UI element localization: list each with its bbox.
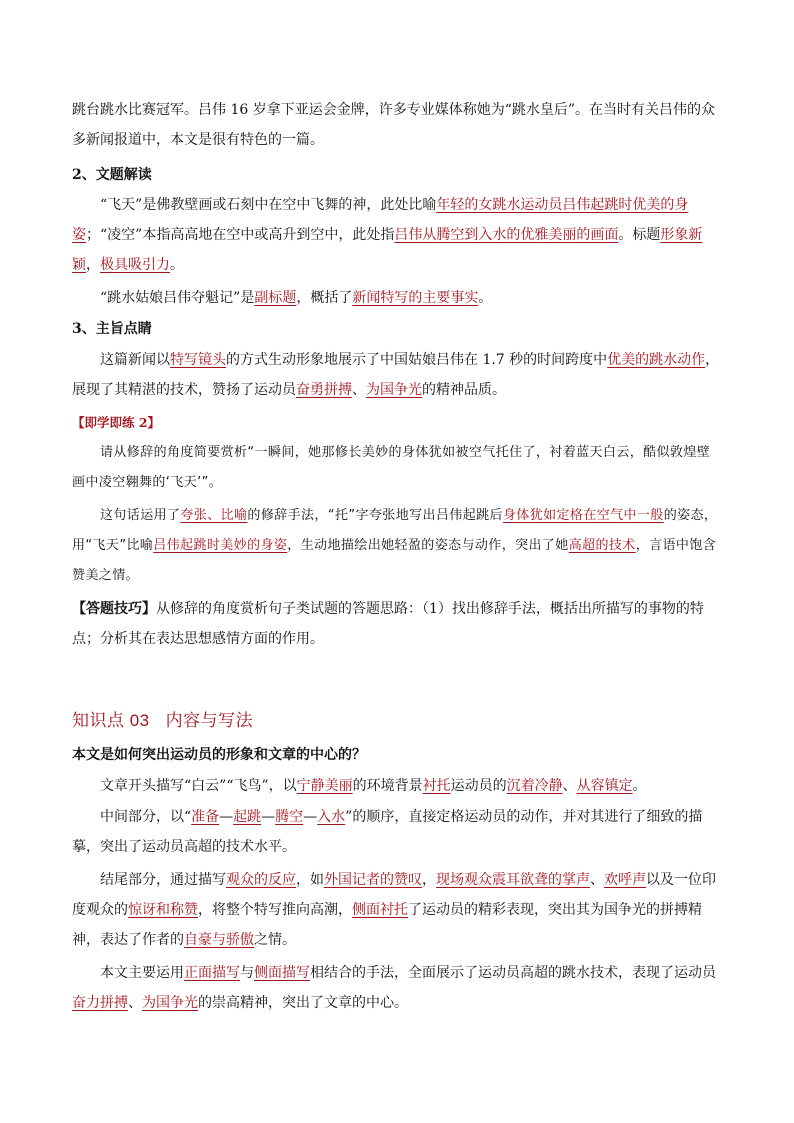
content-paragraph-opening: 文章开头描写“白云”“飞鸟”，以宁静美丽的环境背景衬托运动员的沉着冷静、从容镇定。 bbox=[100, 778, 647, 794]
intro-line-2: 多新闻报道中，本文是很有特色的一篇。 bbox=[72, 132, 324, 148]
practice-answer: 这句话运用了夸张、比喻的修辞手法，“托”字夸张地写出吕伟起跳后身体犹如定格在空气中一般的姿态，用“飞天”比喻吕伟起跳时美妙的身姿，生动地描绘出她轻盈的姿态与动作，突出了她高超的技术，言语中饱含赞美之情。 bbox=[72, 508, 718, 583]
key-point: 正面描写 bbox=[184, 965, 240, 981]
title-interpretation-paragraph: “飞天”是佛教壁画或石刻中在空中飞舞的神，此处比喻年轻的女跳水运动员吕伟起跳时优美的身姿；“凌空”本指高高地在空中或高升到空中，此处指吕伟从腾空到入水的优雅美丽的画面。标题形象新颖，极具吸引力。 bbox=[72, 197, 703, 273]
answer-tip-label: 【答题技巧】 bbox=[72, 601, 156, 617]
key-point: 为国争光 bbox=[142, 995, 198, 1011]
key-point: 形象新颖 bbox=[72, 227, 703, 273]
subtitle-paragraph: “跳水姑娘吕伟夺魁记”是副标题，概括了新闻特写的主要事实。 bbox=[100, 290, 493, 306]
key-point: 入水 bbox=[317, 809, 346, 825]
key-point: 优美的跳水动作 bbox=[607, 352, 706, 368]
key-point: 惊讶和称赞 bbox=[128, 902, 198, 918]
key-point: 极具吸引力 bbox=[100, 257, 170, 273]
knowledge-point-heading: 知识点 03 内容与写法 bbox=[72, 711, 254, 730]
content-paragraph-middle: 中间部分，以“准备—起跳—腾空—入水”的顺序，直接定格运动员的动作，并对其进行了细致的描摹，突出了运动员高超的技术水平。 bbox=[72, 809, 703, 855]
key-point: 年轻的女跳水运动员吕伟起跳时优美的身姿 bbox=[72, 197, 689, 243]
key-point: 夸张、比喻 bbox=[180, 508, 248, 523]
key-point: 奋勇拼搏 bbox=[296, 382, 352, 398]
key-point: 身体犹如定格在空气中一般 bbox=[502, 508, 664, 523]
theme-paragraph: 这篇新闻以特写镜头的方式生动形象地展示了中国姑娘吕伟在 1.7 秒的时间跨度中优美的跳水动作，展现了其精湛的技术，赞扬了运动员奋勇拼搏、为国争光的精神品质。 bbox=[72, 352, 720, 398]
key-point: 外国记者的赞叹 bbox=[324, 872, 422, 888]
key-point: 准备 bbox=[191, 809, 220, 825]
key-point: 腾空 bbox=[275, 809, 304, 825]
answer-tip: 【答题技巧】从修辞的角度赏析句子类试题的答题思路：（1）找出修辞手法，概括出所描写的事物的特点；分析其在表达思想感情方面的作用。 bbox=[72, 601, 704, 647]
key-point: 自豪与骄傲 bbox=[184, 932, 254, 948]
content-question: 本文是如何突出运动员的形象和文章的中心的？ bbox=[72, 747, 366, 763]
key-point: 高超的技术 bbox=[568, 538, 636, 553]
practice-question: 请从修辞的角度简要赏析“一瞬间，她那修长美妙的身体犹如被空气托住了，衬着蓝天白云，酷似敦煌壁画中凌空翱舞的‘飞天’”。 bbox=[72, 445, 711, 490]
key-point: 奋力拼搏 bbox=[72, 995, 128, 1011]
content-paragraph-summary: 本文主要运用正面描写与侧面描写相结合的手法，全面展示了运动员高超的跳水技术，表现了运动员奋力拼搏、为国争光的崇高精神，突出了文章的中心。 bbox=[72, 965, 716, 1011]
key-point: 现场观众震耳欲聋的掌声 bbox=[436, 872, 590, 888]
section-3-heading: 3、主旨点睛 bbox=[72, 321, 152, 337]
key-point: 从容镇定 bbox=[576, 778, 633, 794]
key-point: 侧面衬托 bbox=[352, 902, 408, 918]
key-point: 衬托 bbox=[422, 778, 451, 794]
key-point: 新闻特写的主要事实 bbox=[352, 290, 479, 306]
key-point: 侧面描写 bbox=[254, 965, 310, 981]
key-point: 宁静美丽 bbox=[296, 778, 353, 794]
intro-paragraph bbox=[72, 95, 722, 155]
key-point: 吕伟起跳时美妙的身姿 bbox=[153, 538, 288, 553]
practice-tag: 【即学即练 2】 bbox=[72, 415, 161, 430]
key-point: 观众的反应 bbox=[226, 872, 296, 888]
key-point: 起跳 bbox=[233, 809, 262, 825]
key-point: 特写镜头 bbox=[170, 352, 226, 368]
key-point: 副标题 bbox=[254, 290, 297, 306]
key-point: 沉着冷静 bbox=[506, 778, 563, 794]
key-point: 吕伟从腾空到入水的优雅美丽的画面 bbox=[394, 227, 619, 243]
key-point: 欢呼声 bbox=[604, 872, 646, 888]
key-point: 为国争光 bbox=[366, 382, 422, 398]
section-2-heading: 2、文题解读 bbox=[72, 167, 152, 183]
content-paragraph-ending: 结尾部分，通过描写观众的反应，如外国记者的赞叹，现场观众震耳欲聋的掌声、欢呼声以及一位印度观众的惊讶和称赞，将整个特写推向高潮，侧面衬托了运动员的精彩表现，突出其为国争光的拼搏精神，表达了作者的自豪与骄傲之情。 bbox=[72, 872, 716, 948]
intro-line-1: 跳台跳水比赛冠军。吕伟 16 岁拿下亚运会金牌，许多专业媒体称她为“跳水皇后”。在当时有关吕伟的众 bbox=[72, 102, 716, 118]
